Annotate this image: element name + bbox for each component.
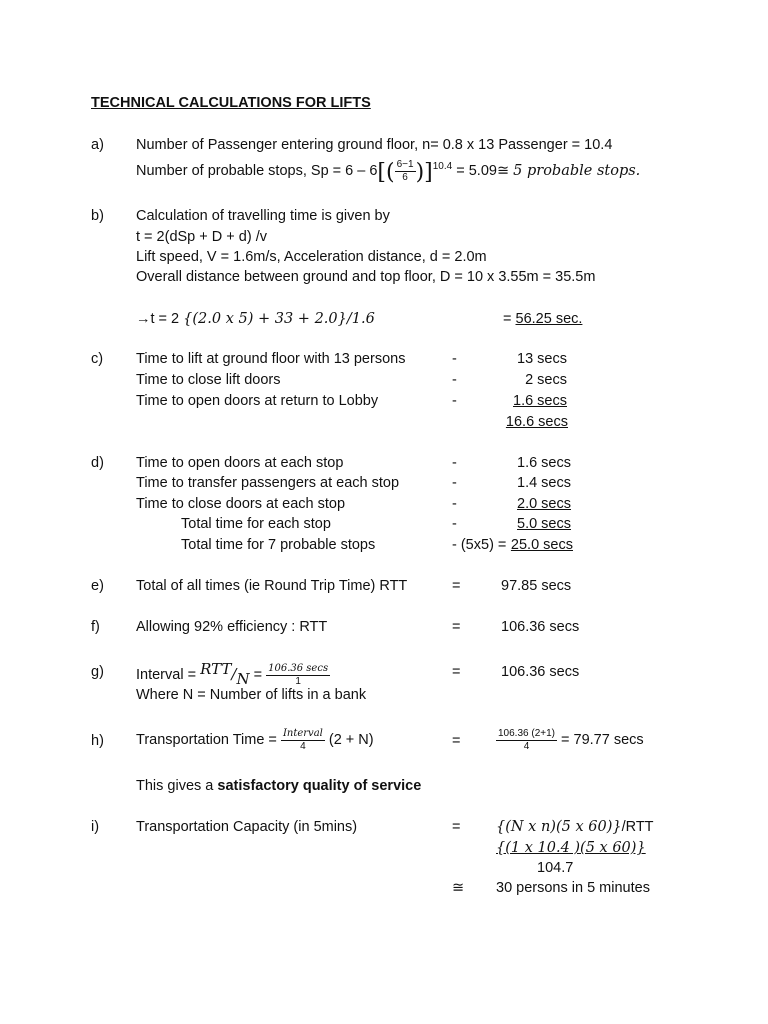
sp-fraction-den: 6 bbox=[402, 171, 408, 183]
interval-eq: = bbox=[249, 667, 267, 683]
sp-fraction bbox=[395, 159, 416, 184]
c-row-value: 2 secs bbox=[525, 372, 567, 388]
sp-result: = 5.09≅ bbox=[452, 163, 514, 179]
section-i-eq: = bbox=[452, 819, 461, 835]
calc-prefix: →t = 2 bbox=[136, 311, 184, 327]
result-value: 56.25 sec. bbox=[515, 311, 583, 327]
capacity-line2 bbox=[496, 839, 646, 857]
d-row-value: 5.0 secs bbox=[517, 516, 571, 532]
transport-fraction bbox=[281, 728, 325, 753]
open-bracket: [( bbox=[377, 160, 395, 185]
d-row-value: 25.0 secs bbox=[510, 537, 573, 553]
section-h-eq: = bbox=[452, 733, 461, 749]
c-row-value: 13 secs bbox=[517, 351, 567, 367]
section-c-label: c) bbox=[91, 351, 104, 367]
sp-formula-prefix: Number of probable stops, Sp = 6 – 6 bbox=[136, 163, 378, 179]
section-a-label: a) bbox=[91, 137, 104, 153]
service-note-prefix: This gives a bbox=[136, 778, 218, 794]
sp-result-math: 5 probable stops. bbox=[513, 163, 641, 179]
transport-time-formula bbox=[136, 726, 374, 754]
service-note-bold: satisfactory quality of service bbox=[217, 778, 422, 794]
c-total: 16.6 secs bbox=[505, 414, 568, 430]
d-row-dash: - bbox=[452, 455, 457, 471]
approx-symbol: ≅ bbox=[452, 880, 465, 896]
section-b-calc bbox=[136, 310, 375, 328]
section-e-value: 97.85 secs bbox=[501, 578, 572, 594]
section-f-label: f) bbox=[91, 619, 100, 635]
transport-value-den: 4 bbox=[523, 740, 530, 752]
section-f-value: 106.36 secs bbox=[501, 619, 580, 635]
section-e-text: Total of all times (ie Round Trip Time) RTT bbox=[136, 578, 408, 594]
capacity-formula-suffix: /RTT bbox=[621, 819, 654, 835]
c-row-dash: - bbox=[452, 372, 457, 388]
calc-math: {(2.0 x 5) + 33 + 2.0}/1.6 bbox=[183, 311, 375, 327]
c-row-value: 1.6 secs bbox=[513, 393, 567, 409]
section-i-label: i) bbox=[91, 819, 100, 835]
section-f-eq: = bbox=[452, 619, 461, 635]
sp-exponent: 10.4 bbox=[432, 161, 453, 172]
transport-value-result: = 79.77 secs bbox=[557, 732, 644, 748]
c-row-dash: - bbox=[452, 351, 457, 367]
section-g-line2: Where N = Number of lifts in a bank bbox=[136, 687, 367, 703]
transport-suffix: (2 + N) bbox=[324, 732, 374, 748]
section-h-value bbox=[496, 726, 644, 754]
d-row-value: 1.6 secs bbox=[517, 455, 571, 471]
section-h-label: h) bbox=[91, 733, 104, 749]
section-a-line1: Number of Passenger entering ground floor, n= 0.8 x 13 Passenger = 10.4 bbox=[136, 137, 613, 153]
transport-value-fraction bbox=[496, 728, 557, 753]
service-note bbox=[136, 777, 421, 795]
section-a-line2 bbox=[136, 158, 640, 184]
rtt-symbol: RTT bbox=[200, 660, 232, 678]
d-row-text: Total time for 7 probable stops bbox=[181, 537, 376, 553]
section-b-line4: Overall distance between ground and top floor, D = 10 x 3.55m = 35.5m bbox=[136, 269, 596, 285]
d-row-text: Time to transfer passengers at each stop bbox=[136, 475, 400, 491]
interval-prefix: Interval = bbox=[136, 667, 201, 683]
capacity-result: 30 persons in 5 minutes bbox=[496, 880, 650, 896]
c-row-text: Time to close lift doors bbox=[136, 372, 281, 388]
section-g-value: 106.36 secs bbox=[501, 664, 580, 680]
d-row-dash: - bbox=[452, 516, 457, 532]
result-eq: = bbox=[503, 311, 516, 327]
sp-fraction-num: 6−1 bbox=[396, 158, 414, 170]
transport-fraction-den: 4 bbox=[300, 740, 306, 752]
c-row-text: Time to lift at ground floor with 13 persons bbox=[136, 351, 406, 367]
section-f-text: Allowing 92% efficiency : RTT bbox=[136, 619, 328, 635]
section-b-line1: Calculation of travelling time is given by bbox=[136, 208, 390, 224]
d-row-text: Total time for each stop bbox=[181, 516, 331, 532]
section-e-label: e) bbox=[91, 578, 104, 594]
transport-value-num: 106.36 (2+1) bbox=[498, 727, 555, 739]
section-e-eq: = bbox=[452, 578, 461, 594]
d-row-value: 1.4 secs bbox=[517, 475, 571, 491]
c-row-text: Time to open doors at return to Lobby bbox=[136, 393, 379, 409]
section-b-line2: t = 2(dSp + D + d) /v bbox=[136, 229, 267, 245]
section-i-text: Transportation Capacity (in 5mins) bbox=[136, 819, 358, 835]
section-g-label: g) bbox=[91, 664, 104, 680]
interval-fraction-num: 106.36 secs bbox=[268, 662, 329, 674]
close-bracket: )] bbox=[415, 160, 433, 185]
interval-fraction bbox=[266, 663, 330, 688]
section-b-label: b) bbox=[91, 208, 104, 224]
section-b-line3: Lift speed, V = 1.6m/s, Acceleration distance, d = 2.0m bbox=[136, 249, 487, 265]
c-row-dash: - bbox=[452, 393, 457, 409]
section-g-eq: = bbox=[452, 664, 461, 680]
capacity-formula: {(N x n)(5 x 60)} bbox=[496, 819, 622, 835]
capacity-line3: 104.7 bbox=[537, 860, 574, 876]
d-row-dash: - bbox=[452, 496, 457, 512]
transport-prefix: Transportation Time = bbox=[136, 732, 281, 748]
section-b-result bbox=[503, 310, 582, 328]
section-d-label: d) bbox=[91, 455, 104, 471]
capacity-substitution: {(1 x 10.4 )(5 x 60)} bbox=[496, 840, 646, 856]
d-row-dash: - bbox=[452, 475, 457, 491]
transport-fraction-num: Interval bbox=[282, 727, 323, 739]
interval-fraction-den: 1 bbox=[295, 675, 301, 687]
page-title: TECHNICAL CALCULATIONS FOR LIFTS bbox=[91, 95, 371, 111]
n-symbol: N bbox=[236, 670, 250, 688]
rtt-slash: / bbox=[231, 665, 237, 683]
d-row-text: Time to close doors at each stop bbox=[136, 496, 346, 512]
d-row-value: 2.0 secs bbox=[517, 496, 571, 512]
d-row-dash: - (5x5) = bbox=[452, 537, 507, 553]
capacity-line1 bbox=[496, 818, 654, 836]
d-row-text: Time to open doors at each stop bbox=[136, 455, 344, 471]
